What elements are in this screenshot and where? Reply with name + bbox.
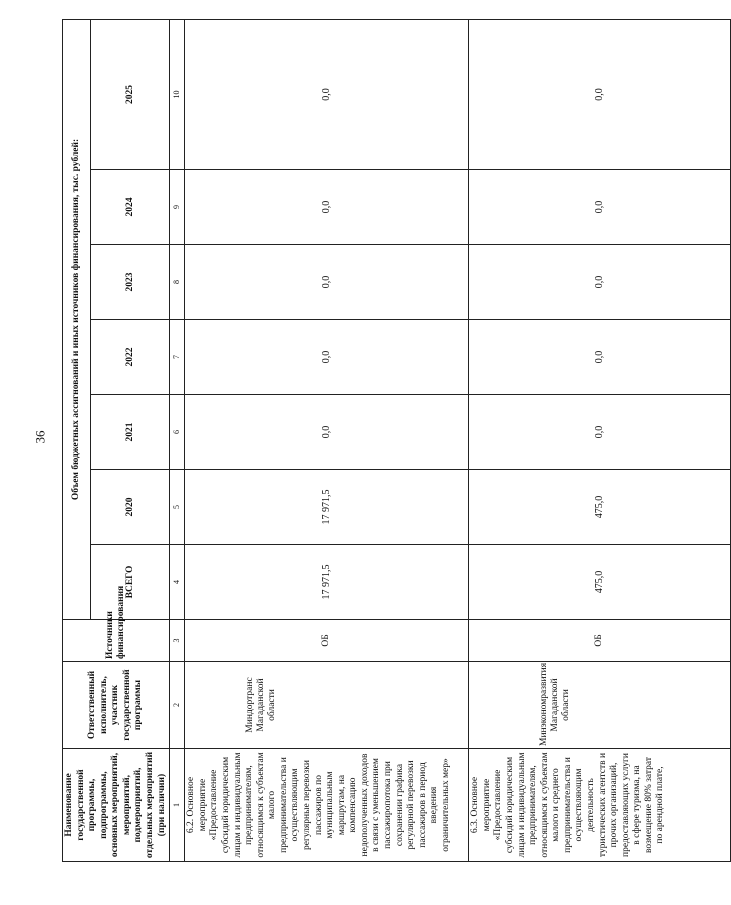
row-value-2021: 0,0 bbox=[185, 395, 469, 470]
rotated-table-wrapper bbox=[62, 20, 666, 862]
column-number: 9 bbox=[170, 170, 185, 245]
row-value-2021: 0,0 bbox=[469, 395, 731, 470]
row-executor: Миндортранс Магаданской области bbox=[185, 662, 469, 749]
column-number: 8 bbox=[170, 245, 185, 320]
funding-table bbox=[62, 19, 731, 862]
row-name: 6.2. Основное мероприятие «Предоставление субсидий юридическим лицам и индивидуальным предпринимателям, относящимся к субъектам малого предпринимательства и осуществляющим регулярные перевозки пассажиров по муниципальным маршрутам, на компенсацию недополученных доходов в связи с уменьшением пассажиропотока при сохранении графика регулярной перевозки пассажиров в период введения ограничительных мер» bbox=[185, 749, 469, 862]
header-year-2021: 2021 bbox=[91, 395, 170, 470]
column-number: 4 bbox=[170, 545, 185, 620]
row-value-2024: 0,0 bbox=[185, 170, 469, 245]
row-value-2022: 0,0 bbox=[185, 320, 469, 395]
header-year-2024: 2024 bbox=[91, 170, 170, 245]
header-source: Источники финансирования bbox=[63, 620, 170, 662]
table-row bbox=[185, 20, 469, 862]
header-name: Наименование государственной программы, подпрограммы, основных мероприятий, мероприятий, подмероприятий, отдельных мероприятий (при наличии) bbox=[63, 749, 170, 862]
header-year-2022: 2022 bbox=[91, 320, 170, 395]
column-number: 5 bbox=[170, 470, 185, 545]
row-value-total: 475,0 bbox=[469, 545, 731, 620]
column-number: 1 bbox=[170, 749, 185, 862]
row-value-2022: 0,0 bbox=[469, 320, 731, 395]
row-value-total: 17 971,5 bbox=[185, 545, 469, 620]
table-row bbox=[469, 20, 731, 862]
row-source: ОБ bbox=[185, 620, 469, 662]
header-executor: Ответственный исполнитель, участник государственной программы bbox=[63, 662, 170, 749]
page-number: 36 bbox=[32, 430, 48, 444]
column-number: 6 bbox=[170, 395, 185, 470]
row-value-2025: 0,0 bbox=[469, 20, 731, 170]
column-number: 10 bbox=[170, 20, 185, 170]
row-value-2023: 0,0 bbox=[185, 245, 469, 320]
header-year-total: ВСЕГО bbox=[91, 545, 170, 620]
column-number: 3 bbox=[170, 620, 185, 662]
row-value-2023: 0,0 bbox=[469, 245, 731, 320]
column-number: 7 bbox=[170, 320, 185, 395]
column-number: 2 bbox=[170, 662, 185, 749]
header-year-2023: 2023 bbox=[91, 245, 170, 320]
row-executor: Минэкономразвития Магаданской области bbox=[469, 662, 731, 749]
row-value-2020: 17 971,5 bbox=[185, 470, 469, 545]
header-year-2020: 2020 bbox=[91, 470, 170, 545]
row-source: ОБ bbox=[469, 620, 731, 662]
row-name: 6.3. Основное мероприятие «Предоставление субсидий юридическим лицам и индивидуальным предпринимателям, относящимся к субъектам малого и среднего предпринимательства и осуществляющим деятельность туристических агентств и прочих организаций, предоставляющих услуги в сфере туризма, на возмещение 80% затрат по арендной плате, bbox=[469, 749, 731, 862]
row-value-2020: 475,0 bbox=[469, 470, 731, 545]
row-value-2024: 0,0 bbox=[469, 170, 731, 245]
row-value-2025: 0,0 bbox=[185, 20, 469, 170]
header-year-2025: 2025 bbox=[91, 20, 170, 170]
header-funding-span: Объем бюджетных ассигнований и иных источников финансирования, тыс. рублей: bbox=[63, 20, 91, 620]
